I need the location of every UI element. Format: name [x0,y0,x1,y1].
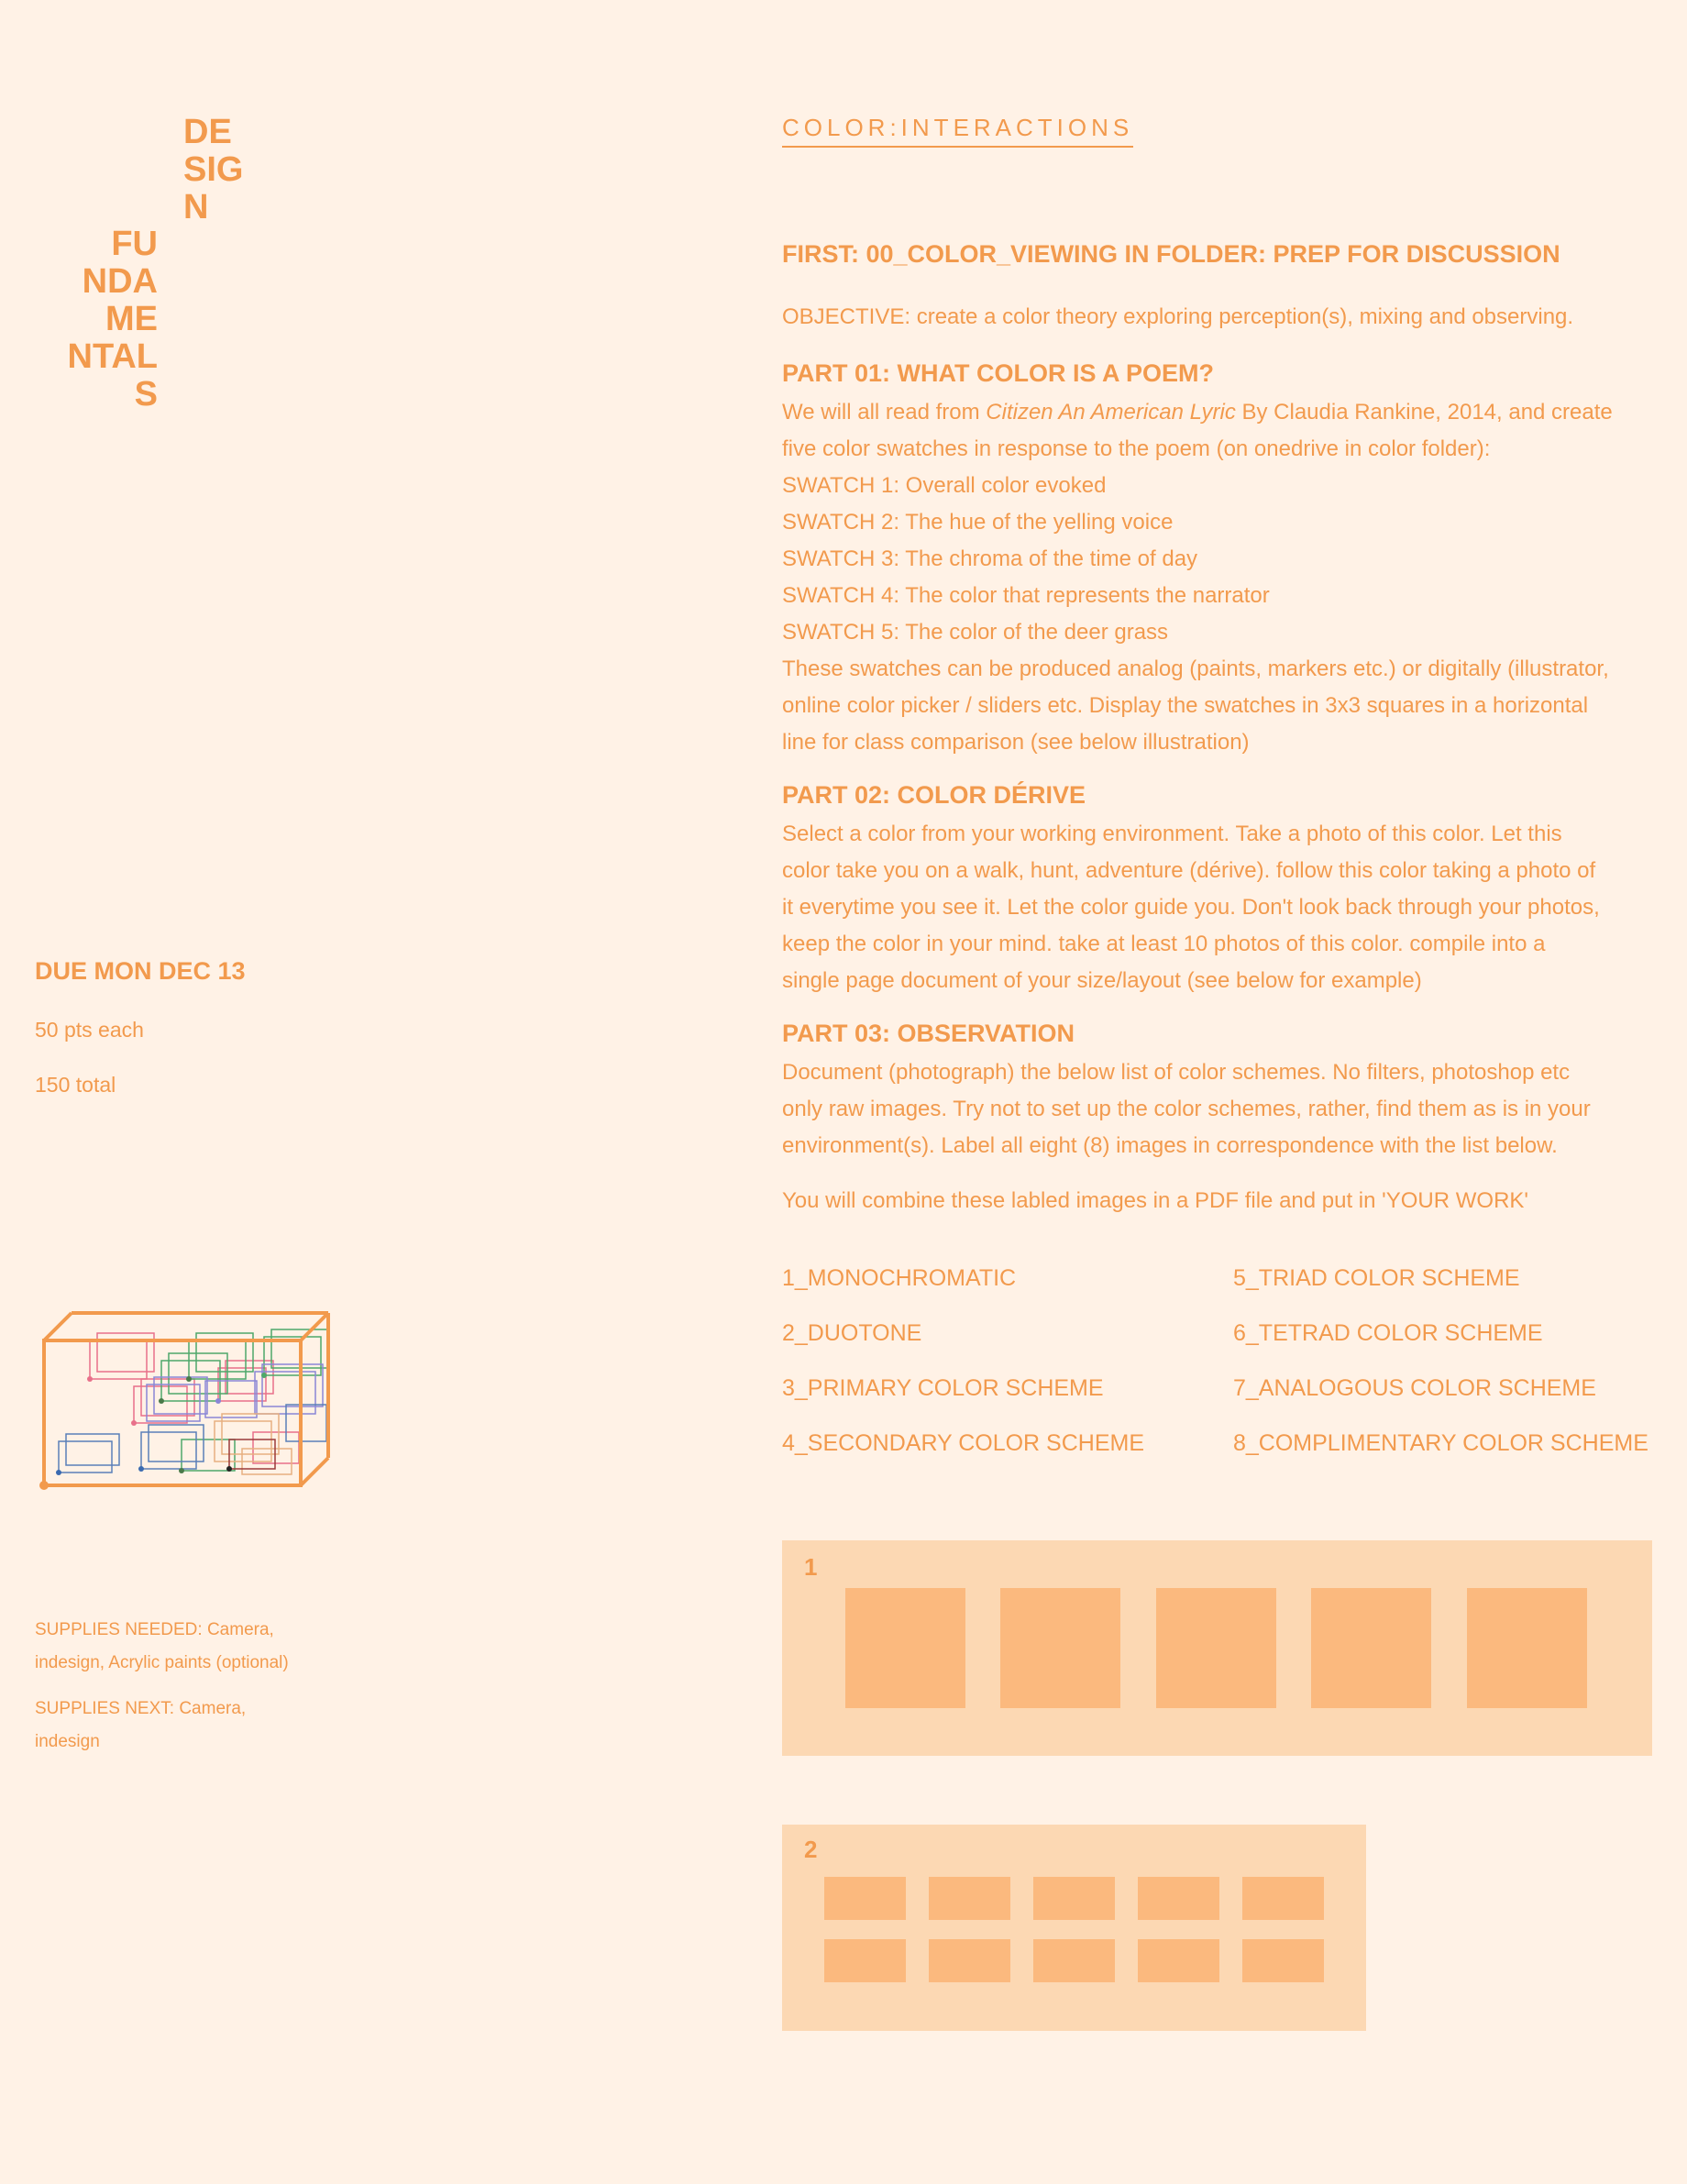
photo-placeholder [1242,1939,1324,1982]
logo-line: N [183,188,209,226]
logo-line: NDA [82,262,158,301]
logo-design [183,114,243,226]
part1-outro-line: These swatches can be produced analog (paints, markers etc.) or digitally (illustrator, [782,656,1609,681]
photo-placeholder [1138,1877,1219,1920]
example-panel-1 [782,1540,1652,1756]
part2-line: it everytime you see it. Let the color guide you. Don't look back through your photos, [782,895,1600,920]
points-total: 150 total [35,1073,116,1097]
photo-placeholder [1033,1939,1115,1982]
part1-outro-line: line for class comparison (see below illustration) [782,730,1250,755]
swatch-square [1311,1588,1431,1708]
part2-heading: PART 02: COLOR DÉRIVE [782,781,1086,809]
part3-line: environment(s). Label all eight (8) images in correspondence with the list below. [782,1133,1558,1158]
part3-line: Document (photograph) the below list of color schemes. No filters, photoshop etc [782,1060,1571,1085]
example-panel-2 [782,1825,1366,2031]
scheme-item: 5_TRIAD COLOR SCHEME [1233,1265,1520,1291]
swatch-square [1000,1588,1120,1708]
scheme-item: 1_MONOCHROMATIC [782,1265,1017,1291]
scheme-item: 4_SECONDARY COLOR SCHEME [782,1430,1145,1456]
logo-line: DE [183,113,232,151]
part1-heading: PART 01: WHAT COLOR IS A POEM? [782,359,1214,387]
logo-line: NTAL [67,337,158,376]
photo-placeholder [1033,1877,1115,1920]
combine-text: You will combine these labled images in a PDF file and put in 'YOUR WORK' [782,1188,1528,1213]
intro-text: By Claudia Rankine, 2014, and create [1235,400,1613,425]
page-title: COLOR:INTERACTIONS [782,114,1133,148]
logo-line: SIG [183,150,244,189]
first-heading: FIRST: 00_COLOR_VIEWING IN FOLDER: PREP FOR DISCUSSION [782,240,1560,268]
part1-body [782,394,1653,761]
intro-text: We will all read from [782,400,987,425]
swatch-square [1156,1588,1276,1708]
part2-line: Select a color from your working environment. Take a photo of this color. Let this [782,822,1562,846]
photo-placeholder [1138,1939,1219,1982]
objective-text: OBJECTIVE: create a color theory exploring perception(s), mixing and observing. [782,304,1574,329]
part1-intro [782,394,1653,431]
part1-intro-line2: five color swatches in response to the poem (on onedrive in color folder): [782,436,1491,461]
photo-placeholder [824,1877,906,1920]
photo-placeholder [929,1939,1010,1982]
swatch-item: SWATCH 5: The color of the deer grass [782,620,1169,645]
logo-fundamentals [55,226,158,414]
swatch-item: SWATCH 3: The chroma of the time of day [782,546,1198,571]
swatch-item: SWATCH 4: The color that represents the narrator [782,583,1270,608]
part2-line: color take you on a walk, hunt, adventure (dérive). follow this color taking a photo of [782,858,1596,883]
part3-heading: PART 03: OBSERVATION [782,1020,1075,1047]
part1-outro-line: online color picker / sliders etc. Display the swatches in 3x3 squares in a horizontal [782,693,1589,718]
supplies-needed: SUPPLIES NEEDED: Camera, indesign, Acrylic paints (optional) [35,1620,289,1672]
part2-body [782,816,1653,999]
swatch-item: SWATCH 2: The hue of the yelling voice [782,510,1174,535]
example-panel-label: 1 [804,1553,818,1581]
part3-line: only raw images. Try not to set up the color schemes, rather, find them as is in your [782,1097,1591,1121]
part3-body [782,1054,1653,1164]
swatch-square [845,1588,965,1708]
points-each: 50 pts each [35,1018,144,1042]
scheme-item: 2_DUOTONE [782,1320,922,1346]
swatch-square [1467,1588,1587,1708]
part2-line: keep the color in your mind. take at least 10 photos of this color. compile into a [782,932,1546,956]
book-title: Citizen An American Lyric [986,400,1236,425]
supplies-next: SUPPLIES NEXT: Camera, indesign [35,1699,247,1751]
logo-line: ME [105,300,158,338]
photo-placeholder [929,1877,1010,1920]
scheme-item: 7_ANALOGOUS COLOR SCHEME [1233,1375,1596,1401]
photo-placeholder [824,1939,906,1982]
scheme-item: 8_COMPLIMENTARY COLOR SCHEME [1233,1430,1648,1456]
wireframe-boxes-illustration [35,1302,337,1495]
due-date: DUE MON DEC 13 [35,957,246,985]
photo-placeholder [1242,1877,1324,1920]
part2-line: single page document of your size/layout (see below for example) [782,968,1422,993]
scheme-item: 3_PRIMARY COLOR SCHEME [782,1375,1104,1401]
logo-line: FU [111,225,158,263]
swatch-item: SWATCH 1: Overall color evoked [782,473,1107,498]
logo-line: S [134,375,158,414]
scheme-item: 6_TETRAD COLOR SCHEME [1233,1320,1543,1346]
example-panel-label: 2 [804,1836,818,1863]
